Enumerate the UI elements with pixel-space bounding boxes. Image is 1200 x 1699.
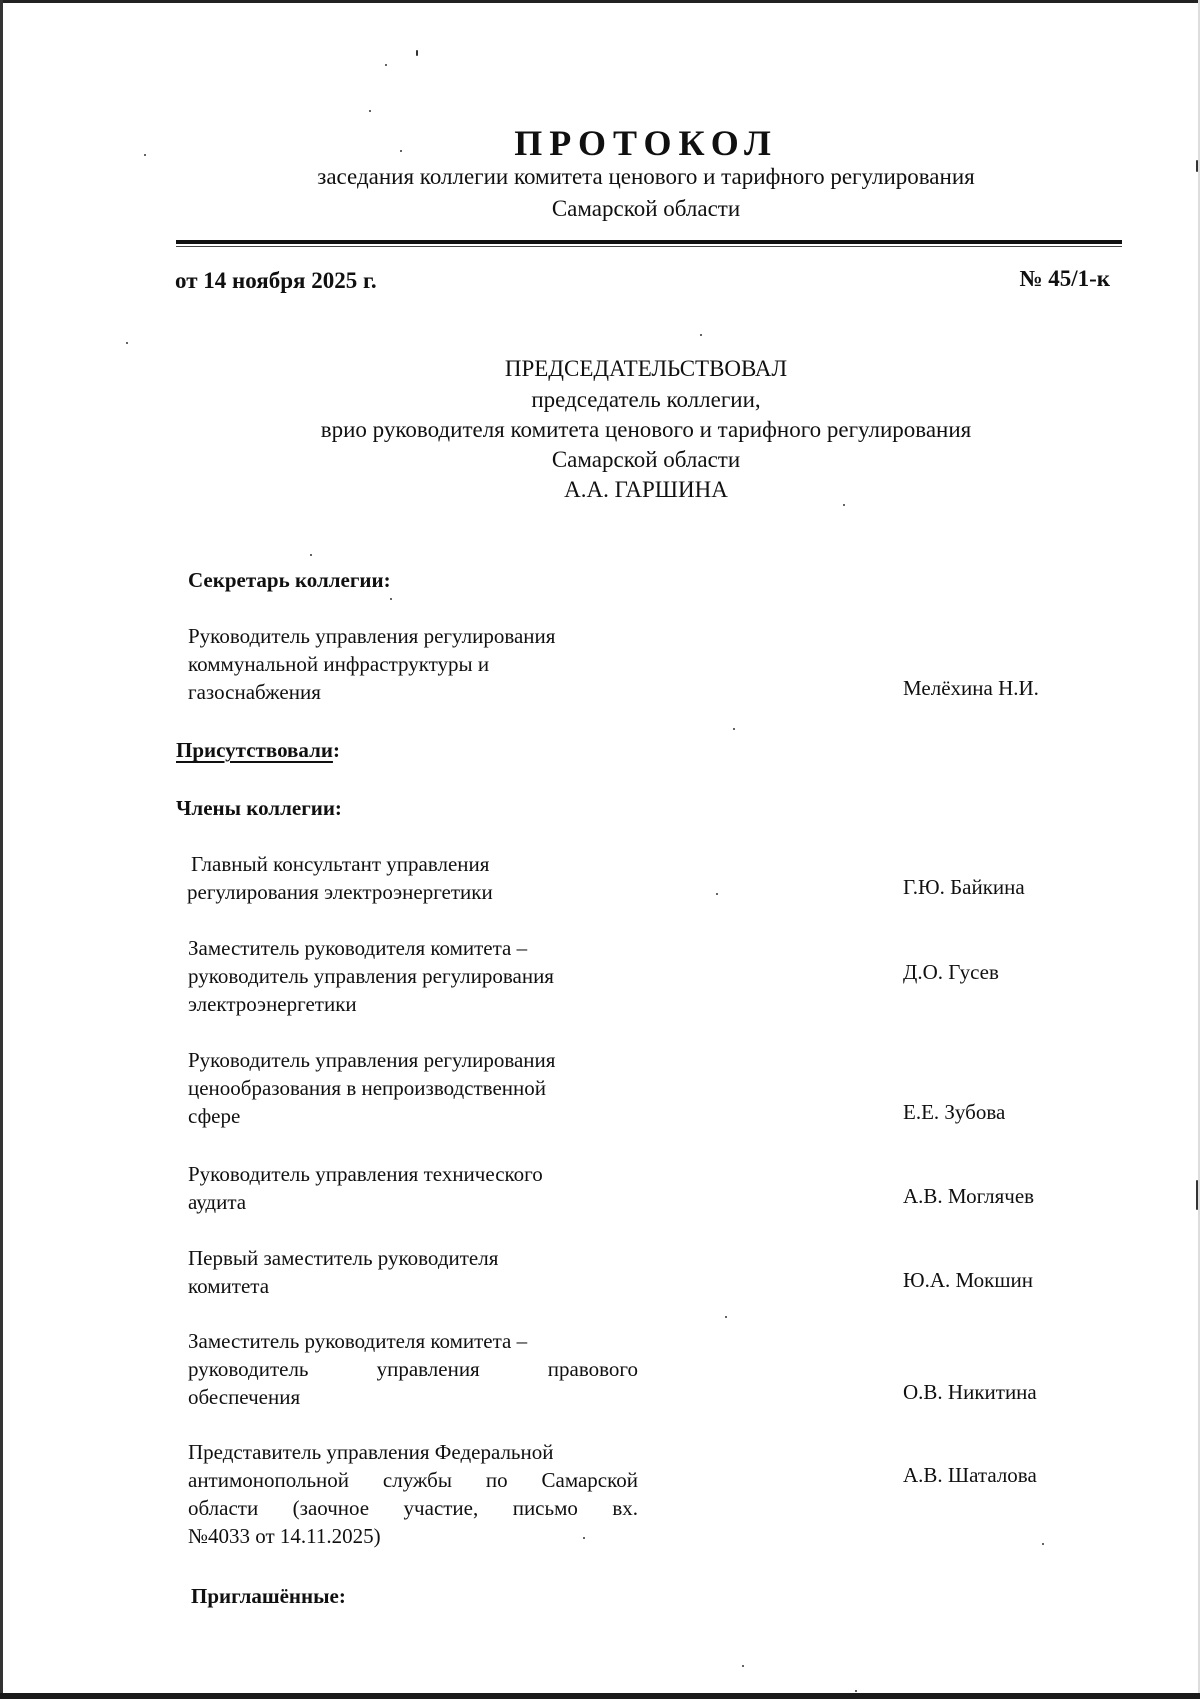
scan-speck [416,50,418,56]
member-name: Г.Ю. Байкина [903,875,1025,899]
secretary-heading: Секретарь коллегии: [188,568,391,592]
scan-speck [1196,1180,1198,1210]
member-role [188,934,638,1018]
document-title: ПРОТОКОЛ [514,123,778,163]
member-role [188,1438,638,1550]
chair-line3: Самарской области [551,447,741,472]
secretary-name: Мелёхина Н.И. [903,676,1039,700]
document-subtitle-line1: заседания коллегии комитета ценового и тарифного регулирования [317,164,975,189]
role-line: руководитель управления регулирования [188,964,554,988]
invited-heading: Приглашённые: [191,1584,346,1608]
scan-speck [369,110,371,112]
header-divider-thin [176,246,1122,247]
role-line: антимонопольной службы по Самарской [188,1468,638,1492]
document-number: № 45/1-к [1019,266,1110,291]
secretary-role [188,622,638,706]
scan-edge-left [0,0,3,1699]
role-line: сфере [188,1104,241,1128]
chair-line1: председатель коллегии, [531,387,761,412]
member-name: Е.Е. Зубова [903,1100,1006,1124]
scan-edge-bottom [0,1693,1200,1699]
role-line: руководитель управления правового [188,1357,638,1381]
scan-speck [390,598,392,600]
scan-speck [385,64,387,66]
scan-speck [725,1316,727,1318]
chair-line2: врио руководителя комитета ценового и тарифного регулирования [320,417,972,442]
scan-speck [742,1665,744,1667]
role-line: регулирования электроэнергетики [187,880,493,904]
scan-edge-top [0,0,1200,3]
member-role [188,1160,638,1216]
member-name: А.В. Шаталова [903,1463,1037,1487]
scan-speck [1042,1543,1044,1545]
role-line: Главный консультант управления [191,852,490,876]
role-line: ценообразования в непроизводственной [188,1076,546,1100]
scan-speck [733,728,735,730]
scan-speck [310,554,312,556]
present-heading-text: Присутствовали [176,738,333,762]
role-line: комитета [188,1274,270,1298]
member-role [188,1046,638,1130]
scan-speck [855,1690,857,1692]
role-line: аудита [188,1190,247,1214]
member-name: А.В. Моглячев [903,1184,1035,1208]
role-line: электроэнергетики [188,992,357,1016]
member-role [188,1327,638,1411]
chair-name: А.А. ГАРШИНА [564,477,728,502]
member-name: Ю.А. Мокшин [903,1268,1033,1292]
member-name: Д.О. Гусев [903,960,999,984]
role-line: Руководитель управления регулирования [188,624,556,648]
role-line: области (заочное участие, письмо вх. [188,1496,638,1520]
document-subtitle-line2: Самарской области [551,196,741,221]
chair-heading: ПРЕДСЕДАТЕЛЬСТВОВАЛ [504,356,788,381]
role-line: Заместитель руководителя комитета – [188,936,528,960]
present-heading [176,738,340,763]
role-line: обеспечения [188,1385,301,1409]
scan-speck [700,334,702,336]
members-heading: Члены коллегии: [176,796,342,820]
role-line: коммунальной инфраструктуры и [188,652,490,676]
scan-speck [716,893,718,895]
role-line: №4033 от 14.11.2025) [188,1524,381,1548]
role-line: Руководитель управления регулирования [188,1048,556,1072]
role-line: Первый заместитель руководителя [188,1246,499,1270]
present-heading-colon: : [332,738,340,762]
role-line: Представитель управления Федеральной [188,1440,554,1464]
document-date: от 14 ноября 2025 г. [175,268,377,293]
member-role [188,1244,638,1300]
role-line: газоснабжения [188,680,321,704]
role-line: Руководитель управления технического [188,1162,543,1186]
scan-speck [126,342,128,344]
member-role [187,850,641,906]
member-name: О.В. Никитина [903,1380,1037,1404]
role-line: Заместитель руководителя комитета – [188,1329,528,1353]
header-divider [176,240,1122,244]
